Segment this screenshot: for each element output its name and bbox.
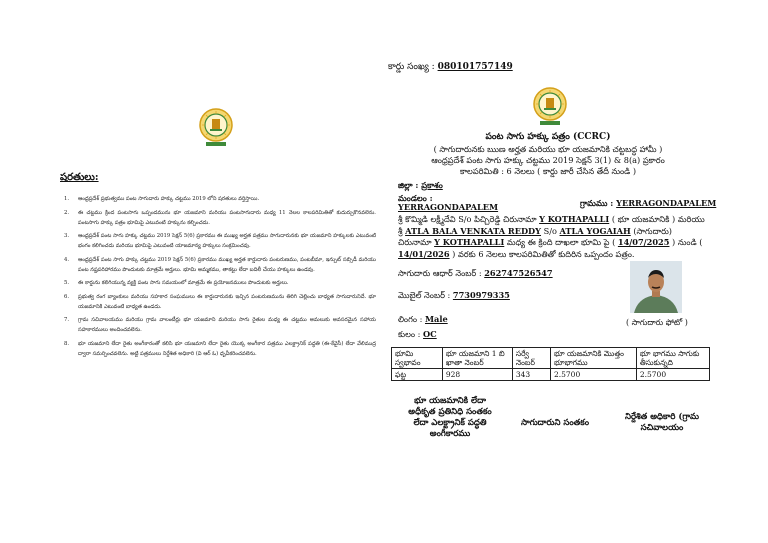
district-value: ప్రకాశం [421,180,443,190]
mobile-number: 7730979335 [452,290,510,300]
village-value: YERRAGONDAPALEM [616,198,717,208]
condition-text: ఈ చట్టము క్రింద పంటసాగు ఒప్పందమును భూ యజమాని మరియు పంటసాగుదారు మధ్య 11 నెలల కాలపరిమితితో కుదుర్చుకొనవలెను. పంటసాగు హక్కు పత్రం భూమిపై ఎటువంటి హక్కును కల్పించదు. [78,209,376,226]
condition-item [64,278,376,288]
para-text: మధ్య ఈ క్రింది దాఖలా భూమి పై ( [504,237,618,247]
tenant-name: ATLA BALA VENKATA REDDY [405,225,542,236]
tenant-address: Y KOTHAPALLI [434,237,505,247]
mobile-line [398,290,510,302]
from-date: 14/07/2025 [617,237,670,247]
owner-address: Y KOTHAPALLI [539,214,610,224]
condition-text: భూ యజమాని లేదా రైతు అంగీకారంతో కలిసి భూ యజమాని లేదా రైతు యొక్క అంగీకార పత్రము ఎలక్ట్రానిక్ పద్ధతి (ఈ-కేవైసీ) లేదా వేలిముద్ర ద్వారా సమర్పించవలెను. అట్టి పత్రములు నిర్దేశిత అధికారి (వి ఆర్ ఓ) ధృవీకరించవలెను. [78,340,376,357]
district-line [398,180,443,192]
mandal-value: YERRAGONDAPALEM [398,202,499,212]
condition-item [64,208,376,228]
para-text: ( భూ యజమానికి ) మరియు శ్రీ [398,214,705,236]
state-emblem-icon [532,87,568,127]
condition-number: 5. [64,280,70,286]
certificate-subtitle-1: ( సాగుదారునకు ఋణ అర్హత మరియు భూ యజమానికి చట్టబద్ధ హామీ ) [433,144,663,154]
condition-text: ఆంధ్రప్రదేశ్ పంట సాగు హక్కు చట్టము 2019 సెక్షన్ 5(6) ప్రకారము ముఖ్య అర్హత కార్డుదారు పంటరుణము, పంటబీమా, ఇన్పుట్ సబ్సిడీ మరియు పంట నష్టపరిహారము పొందుటకు మాత్రమే అర్హులు. భూమి అమ్మకము, తాకట్టు లేదా బదిలీ చేయు హక్కులు ఉండవు. [78,256,376,273]
conditions-list [64,194,376,362]
table-header-cell: భూమి స్వభావం [392,348,443,369]
aadhaar-number: 262747526547 [484,268,553,278]
condition-item [64,292,376,312]
ap-emblem-left [198,108,234,148]
officer-signature-label: నిర్దేశిత అధికారి (గ్రామ సచివాలయం [624,412,699,433]
aadhaar-line [398,268,553,280]
to-date: 14/01/2026 [398,248,450,259]
village-line [580,198,716,210]
condition-text: ఆంధ్రప్రదేశ్ పంట సాగు హక్కు చట్టము 2019 సెక్షన్ 5(6) ప్రకారము ఈ ముఖ్య అర్హత పత్రము సాగుదారునకు భూ యజమాని హక్కులకు ఎటువంటి భంగం కలిగించదు మరియు భూమిపై ఎటువంటి యాజమాన్య హక్కులు సంక్రమించవు. [78,233,376,249]
table-cell: 2.5700 [636,369,709,381]
condition-number: 7. [64,317,70,323]
table-cell: 2.5700 [550,369,636,381]
certificate-validity: కాలపరిమితి : 6 నెలలు ( కార్డు జారీ చేసిన తేదీ నుండి ) [459,166,637,176]
card-number-line [388,62,513,74]
condition-text: ఆంధ్రప్రదేశ్ ప్రభుత్వము పంట సాగుదారు హక్కు చట్టము 2019 లోని షరతులు వర్తిస్తాయి. [78,196,260,202]
condition-number: 6. [64,293,70,300]
condition-item [64,194,376,204]
land-details-table [391,347,710,381]
condition-item [64,231,376,251]
condition-number: 2. [64,209,70,216]
condition-text: గ్రామ సచివాలయము మరియు గ్రామ వాలంటీర్లు భూ యజమాని మరియు సాగు రైతుల మధ్య ఈ చట్టము అమలుకు అవసరమైన సహాయ సహకారములు అందించవలెను. [78,317,376,333]
condition-number: 1. [64,196,70,202]
owner-signature-label: భూ యజమానికి లేదా అధీకృత ప్రతినిధి సంతకం లేదా ఎలక్ట్రానిక్ పద్ధతి అంగీకారము [408,396,492,439]
district-label: జిల్లా : [398,180,422,190]
tenant-signature-label: సాగుదారుని సంతకం [520,418,590,428]
table-header-cell: భూ భాగము సాగుకు తీసుకున్నది [636,348,709,369]
state-emblem-icon [198,108,234,148]
table-cell: 928 [442,369,512,381]
gender-label: లింగం : [398,314,425,324]
person-photo-icon [630,261,682,313]
gender-value: Male [424,314,448,324]
condition-number: 3. [64,233,70,239]
caste-label: కులం : [398,329,424,339]
para-text: S/o [541,225,560,236]
ap-emblem-right [532,87,568,127]
condition-text: ప్రభుత్వ రంగ బ్యాంకులు మరియు సహకార సంఘములు ఈ కార్డుదారునకు ఇచ్చిన పంటరుణమును తిరిగి చెల్లించు బాధ్యత సాగుదారునిదే. భూ యజమానికి ఎటువంటి బాధ్యత ఉండదు. [78,293,376,310]
table-header-row [392,348,710,369]
certificate-subtitle-2: ఆంధ్రప్రదేశ్ పంట సాగు హక్కు చట్టము 2019 సెక్షన్ 3(1) & 8(a) ప్రకారం [431,155,665,165]
card-number: 080101757149 [437,62,513,72]
condition-item [64,315,376,335]
mandal-label: మండలం : [398,193,433,203]
table-header-cell: భూ యజమాని 1 బి ఖాతా నెంబర్ [442,348,512,369]
caste-value: OC [423,329,437,339]
condition-item [64,339,376,359]
photo-caption: ( సాగుదారు ఫోటో ) [626,318,688,327]
tenant-photo [630,261,682,313]
certificate-title: పంట సాగు హక్కు పత్రం (CCRC) [485,132,611,142]
table-row [392,369,710,381]
conditions-title: షరతులు: [60,172,99,183]
gender-line [398,314,448,326]
condition-text: ఈ కార్డును కలిగియున్న వ్యక్తి పంట సాగు సమయంలో మాత్రమే ఈ ప్రయోజనములు పొందుటకు అర్హులు. [78,280,289,286]
table-cell: ఫట్ట [392,369,443,381]
condition-item [64,255,376,275]
agreement-paragraph [398,214,708,260]
table-cell: 343 [512,369,550,381]
village-label: గ్రామము : [580,198,617,208]
condition-number: 8. [64,340,70,347]
para-text: శ్రీ కొమ్మిడి లక్ష్మీదేవి S/o పిచ్చిరెడ్డి చిరునామా [398,214,540,224]
aadhaar-label: సాగుదారు ఆధార్ నెంబర్ : [398,268,485,278]
card-number-label: కార్డు సంఖ్య : [388,62,438,72]
mobile-label: మొబైల్ నెంబర్ : [398,290,453,300]
table-header-cell: భూ యజమానికి మొత్తం భూభాగము [550,348,636,369]
para-text: ) నుండి ( [669,237,703,247]
tenant-father: ATLA YOGAIAH [559,225,631,236]
condition-number: 4. [64,256,70,263]
table-header-cell: సర్వే నెంబర్ [512,348,550,369]
para-text: ) వరకు 6 నెలలు కాలపరిమితితో కుదిరిన ఒప్పందం పత్రం. [449,248,635,259]
para-text: (సాగుదారు) చిరునామా [398,225,672,247]
caste-line [398,329,437,341]
